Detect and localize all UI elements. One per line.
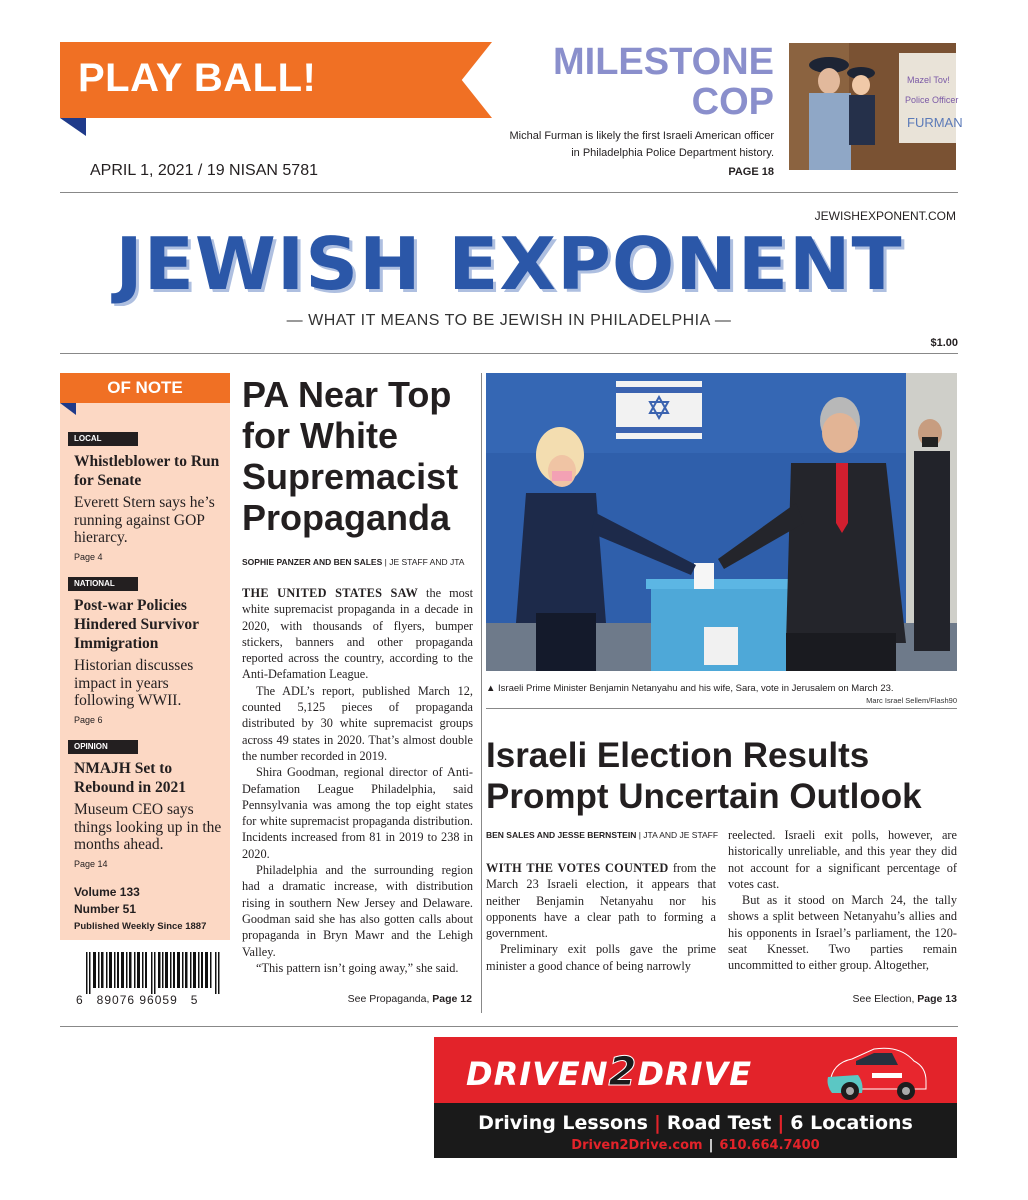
footer-divider [60,1026,958,1027]
article1-byline: SOPHIE PANZER AND BEN SALES | JE STAFF AND JTA [242,557,465,567]
sidebar-item-summary: Museum CEO says things looking up in the months ahead. [74,801,222,853]
column-divider [481,373,482,1013]
published-since: Published Weekly Since 1887 [74,921,207,932]
ad-logo: DRIVEN2DRIVE [466,1049,753,1095]
header-divider [60,192,958,193]
play-ball-text[interactable]: PLAY BALL! [78,56,317,100]
sidebar-item-page[interactable]: Page 14 [74,859,108,869]
article1-headline[interactable]: PA Near Top for White Supremacist Propaganda [242,374,459,538]
article2-body-col1: WITH THE VOTES COUNTED from the March 23 Israeli election, it appears that neither Benjamin Netanyahu nor his opponents have a clear path to forming a government. Preliminary exit polls gave the prime minister a good chance of being narrowly [486,861,716,973]
ad-services: Driving Lessons | Road Test | 6 Locations [478,1112,913,1134]
car-icon [822,1041,932,1103]
article2-byline: BEN SALES AND JESSE BERNSTEIN | JTA AND JE STAFF [486,830,719,840]
masthead-title: JEWISH EXPONENT [115,222,903,306]
issue-date: APRIL 1, 2021 / 19 NISAN 5781 [90,162,318,179]
of-note-heading: OF NOTE [60,373,230,403]
sidebar-item-headline[interactable]: NMAJH Set to Rebound in 2021 [74,760,186,796]
milestone-page[interactable]: PAGE 18 [728,166,774,178]
driven2drive-ad[interactable] [434,1037,957,1158]
ad-contact[interactable]: Driven2Drive.com | 610.664.7400 [571,1138,820,1153]
sidebar-item-page[interactable]: Page 6 [74,715,103,725]
tag-opinion: OPINION [68,740,138,754]
masthead-divider [60,353,958,354]
sidebar-item-headline[interactable]: Whistleblower to Run for Senate [74,453,220,489]
photo-caption: ▲ Israeli Prime Minister Benjamin Netanyahu and his wife, Sara, vote in Jerusalem on March 23. [486,683,894,694]
banner-fold [60,118,86,136]
website-link[interactable]: JEWISHEXPONENT.COM [814,209,956,223]
milestone-description: Michal Furman is likely the first Israeli American officer in Philadelphia Police Department history. [509,130,774,159]
article1-continued[interactable]: See Propaganda, Page 12 [347,993,472,1005]
sidebar-item-summary: Everett Stern says he’s running against GOP hierarcy. [74,494,215,546]
masthead-tagline: — WHAT IT MEANS TO BE JEWISH IN PHILADELPHIA — [286,312,732,329]
sidebar-item-headline[interactable]: Post-war Policies Hindered Survivor Immigration [74,597,199,652]
article1-body: THE UNITED STATES SAW the most white supremacist propaganda in a decade in 2020, with thousands of flyers, bumper stickers, banners and other propaganda reported across the country, according to the Anti-Defamation League. The ADL’s report, published March 12, counted 5,125 pieces of propaganda distributed by 30 white supremacist groups across 49 states in 2020. That’s almost double the number recorded in 2019. Shira Goodman, regional director of Anti-Defamation League Philadelphia, said Pennsylvania was among the top eight states for white supremacist propaganda distribution. Incidents increased from 81 in 2019 to 238 in 2020. Philadelphia and the surrounding region had a dramatic increase, with distribution rising in southern New Jersey and Delaware. Goodman said she has also gotten calls about propaganda in Bryn Mawr and the Lehigh Valley. “This pattern isn’t going away,” she said. [242,586,473,975]
article2-headline[interactable]: Israeli Election Results Prompt Uncertain Outlook [486,736,922,816]
tag-local: LOCAL [68,432,138,446]
cover-price: $1.00 [930,337,958,349]
svg-text:Police Officer: Police Officer [905,95,959,105]
netanyahu-vote-photo[interactable] [486,373,957,671]
tag-national: NATIONAL [68,577,138,591]
photo-credit: Marc Israel Sellem/Flash90 [866,696,957,705]
article2-continued[interactable]: See Election, Page 13 [852,993,957,1005]
svg-text:Mazel Tov!: Mazel Tov! [907,75,950,85]
sidebar-item-summary: Historian discusses impact in years following WWII. [74,657,194,709]
sidebar-item-page[interactable]: Page 4 [74,552,103,562]
milestone-title[interactable]: MILESTONE COP [553,41,774,123]
caption-divider [486,708,957,709]
barcode-number: 6 89076 96059 5 [76,993,199,1007]
barcode [82,952,232,994]
svg-text:FURMAN: FURMAN [907,115,963,130]
article2-body-col2: reelected. Israeli exit polls, however, are historically unreliable, and this year they did not account for a significant percentage of votes cast. But as it stood on March 24, the tally shows a split between Netanyahu’s allies and his opponents in Israel’s parliament, the 120-seat Knesset. Two parties remain uncommitted to either group. Altogether, [728,828,957,973]
volume-info: Volume 133 Number 51 [74,885,140,916]
milestone-cop-photo[interactable] [789,43,963,170]
